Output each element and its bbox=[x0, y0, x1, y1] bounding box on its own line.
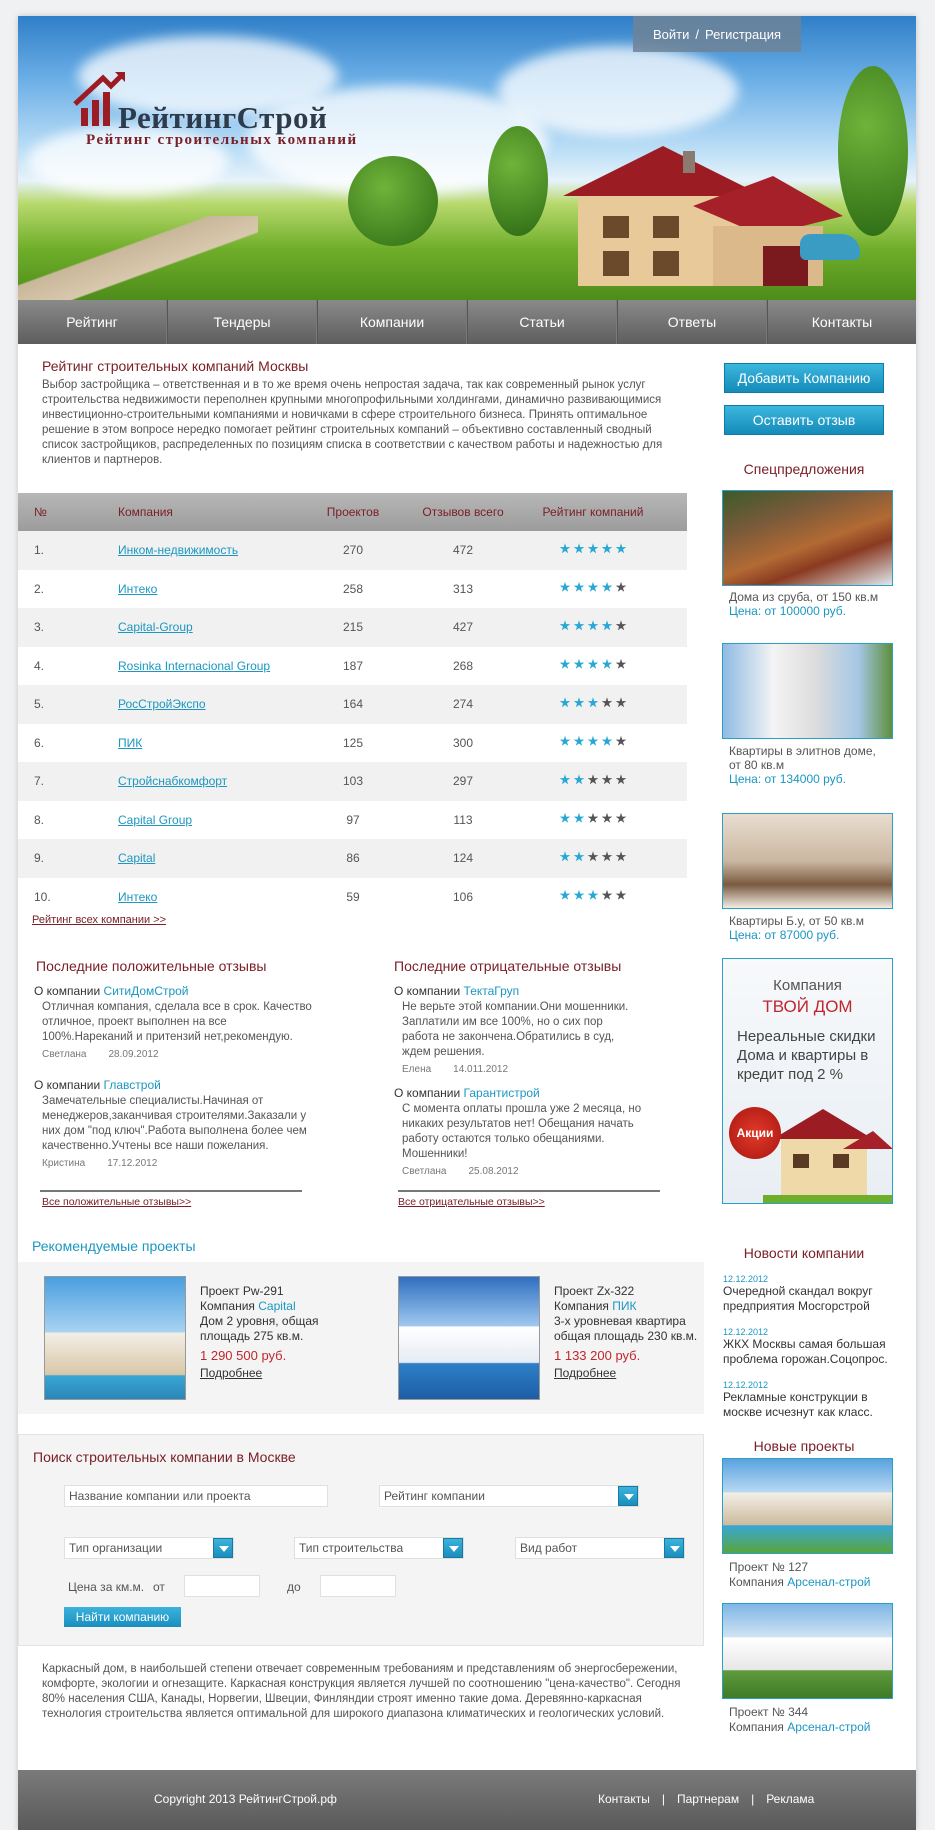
company-link[interactable]: Capital bbox=[118, 851, 156, 866]
table-row bbox=[18, 762, 687, 801]
special-caption bbox=[729, 744, 889, 786]
row-reviews: 274 bbox=[452, 697, 474, 712]
new-project-name: Проект № 127 bbox=[729, 1560, 809, 1574]
row-rating bbox=[528, 620, 658, 634]
footer-link-contacts[interactable]: Контакты bbox=[598, 1792, 650, 1806]
price-to-label: до bbox=[287, 1580, 301, 1594]
positive-review bbox=[34, 1078, 314, 1169]
rating-select[interactable] bbox=[379, 1485, 639, 1507]
row-number: 8. bbox=[34, 812, 45, 827]
row-reviews: 113 bbox=[453, 812, 473, 827]
row-projects: 125 bbox=[342, 735, 364, 750]
new-project-name: Проект № 344 bbox=[729, 1705, 809, 1719]
star-icon bbox=[588, 774, 599, 785]
col-company: Компания bbox=[118, 505, 173, 519]
rating-stars bbox=[560, 659, 627, 670]
review-text: С момента оплаты прошла уже 2 месяца, но никаких результатов нет! Обещания начать работу остаются только обещаниями. Мошенники! bbox=[402, 1103, 642, 1160]
row-company-cell bbox=[118, 774, 308, 788]
find-company-button[interactable]: Найти компанию bbox=[64, 1607, 181, 1627]
house-illustration bbox=[543, 136, 843, 296]
row-number: 9. bbox=[34, 851, 45, 866]
page bbox=[18, 16, 916, 1830]
project-company-link[interactable]: Capital bbox=[258, 1299, 296, 1313]
special-desc: Дома из сруба, от 150 кв.м bbox=[729, 590, 879, 604]
row-reviews: 313 bbox=[452, 581, 474, 596]
new-project-company[interactable]: Арсенал-строй bbox=[787, 1720, 871, 1734]
star-icon bbox=[616, 890, 627, 901]
star-icon bbox=[574, 620, 585, 631]
star-icon bbox=[588, 582, 599, 593]
row-number: 7. bbox=[34, 774, 45, 789]
news-date: 12.12.2012 bbox=[723, 1274, 769, 1284]
specials-title: Спецпредложения bbox=[743, 461, 865, 477]
star-icon bbox=[588, 813, 599, 824]
star-icon bbox=[574, 851, 585, 862]
promo-banner[interactable] bbox=[722, 958, 893, 1204]
star-icon bbox=[574, 543, 585, 554]
star-icon bbox=[588, 620, 599, 631]
table-row bbox=[18, 801, 687, 840]
star-icon bbox=[616, 736, 627, 747]
rating-stars bbox=[560, 620, 627, 631]
row-rating bbox=[528, 659, 658, 673]
star-icon bbox=[588, 659, 599, 670]
row-projects: 215 bbox=[342, 620, 364, 635]
rating-stars bbox=[560, 736, 627, 747]
review-author: Елена bbox=[402, 1064, 432, 1075]
row-company-cell bbox=[118, 813, 308, 827]
row-company-cell bbox=[118, 659, 308, 673]
star-icon bbox=[560, 813, 571, 824]
news-item[interactable] bbox=[723, 1380, 898, 1420]
new-project-prefix: Компания bbox=[729, 1575, 784, 1589]
project-image[interactable] bbox=[398, 1276, 540, 1400]
star-icon bbox=[602, 736, 613, 747]
logo-subtitle: Рейтинг строительных компаний bbox=[86, 132, 358, 148]
star-icon bbox=[602, 659, 613, 670]
review-company-link[interactable]: ТектаГруп bbox=[463, 984, 520, 998]
divider bbox=[40, 1190, 302, 1192]
star-icon bbox=[616, 543, 627, 554]
negative-review bbox=[394, 984, 674, 1075]
star-icon bbox=[602, 890, 613, 901]
project-desc: 3-х уровневая квартира общая площадь 230 кв.м. bbox=[554, 1314, 698, 1343]
rating-stars bbox=[560, 774, 627, 785]
company-link[interactable]: Rosinka Internacional Group bbox=[118, 658, 271, 673]
news-date: 12.12.2012 bbox=[723, 1327, 769, 1337]
row-reviews: 124 bbox=[452, 851, 474, 866]
special-image[interactable] bbox=[722, 643, 893, 739]
row-projects: 97 bbox=[346, 812, 360, 827]
company-link[interactable]: РосСтройЭкспо bbox=[118, 697, 206, 712]
row-reviews: 300 bbox=[452, 735, 474, 750]
star-icon bbox=[616, 659, 627, 670]
review-prefix: О компании bbox=[34, 1078, 101, 1092]
project-info bbox=[554, 1284, 704, 1381]
rating-select-value: Рейтинг компании bbox=[384, 1489, 485, 1503]
row-rating bbox=[528, 890, 658, 904]
row-reviews: 268 bbox=[452, 658, 474, 673]
col-number: № bbox=[34, 505, 47, 519]
company-link[interactable]: Стройснабкомфорт bbox=[118, 774, 228, 789]
company-link[interactable]: Инком-недвижимость bbox=[118, 543, 239, 558]
table-row bbox=[18, 608, 687, 647]
row-company-cell bbox=[118, 736, 308, 750]
chevron-down-icon[interactable] bbox=[213, 1538, 233, 1558]
col-rating: Рейтинг компаний bbox=[542, 505, 644, 519]
row-company-cell bbox=[118, 543, 308, 557]
star-icon bbox=[602, 620, 613, 631]
special-price: Цена: от 134000 руб. bbox=[729, 772, 847, 786]
row-projects: 164 bbox=[342, 697, 364, 712]
project-name: Проект Pw-291 bbox=[200, 1284, 284, 1298]
divider bbox=[398, 1190, 660, 1192]
news-title: Новости компании bbox=[743, 1245, 865, 1261]
news-text[interactable]: ЖКХ Москвы самая большая проблема горожан.Соцопрос. bbox=[723, 1337, 888, 1366]
star-icon bbox=[574, 582, 585, 593]
review-text: Замечательные специалисты.Начиная от менеджеров,заканчивая строителями.Заказали у них дом "под ключ".Работа выполнена более чем качественно.Учтены все наши пожелания. bbox=[42, 1095, 307, 1152]
row-number: 6. bbox=[34, 735, 45, 750]
new-project-image[interactable] bbox=[722, 1458, 893, 1554]
recommended-projects-title: Рекомендуемые проекты bbox=[32, 1238, 196, 1254]
special-desc: Квартиры в элитнов доме, от 80 кв.м bbox=[729, 744, 876, 772]
positive-reviews-title: Последние положительные отзывы bbox=[36, 958, 267, 974]
rating-stars bbox=[560, 813, 627, 824]
row-reviews: 472 bbox=[452, 543, 474, 558]
rating-stars bbox=[560, 582, 627, 593]
special-price: Цена: от 87000 руб. bbox=[729, 928, 840, 942]
review-author: Кристина bbox=[42, 1158, 86, 1169]
price-to-input[interactable] bbox=[320, 1575, 396, 1597]
new-project-company[interactable]: Арсенал-строй bbox=[787, 1575, 871, 1589]
price-from-input[interactable] bbox=[184, 1575, 260, 1597]
table-row bbox=[18, 531, 687, 570]
register-link[interactable]: Регистрация bbox=[705, 26, 781, 42]
leave-review-button[interactable]: Оставить отзыв bbox=[724, 405, 884, 435]
project-info bbox=[200, 1284, 340, 1381]
star-icon bbox=[616, 582, 627, 593]
project-company-link[interactable]: ПИК bbox=[612, 1299, 637, 1313]
star-icon bbox=[560, 543, 571, 554]
price-label: Цена за км.м. bbox=[68, 1580, 145, 1594]
promo-text: Нереальные скидки Дома и квартиры в кредит под 2 % bbox=[737, 1028, 876, 1083]
star-icon bbox=[602, 543, 613, 554]
special-price: Цена: от 100000 руб. bbox=[729, 604, 847, 618]
star-icon bbox=[616, 620, 627, 631]
news-item[interactable] bbox=[723, 1327, 898, 1367]
main-nav bbox=[18, 300, 916, 344]
all-positive-link[interactable]: Все положительные отзывы>> bbox=[42, 1196, 192, 1208]
star-icon bbox=[574, 890, 585, 901]
footer bbox=[18, 1770, 916, 1830]
nav-item-articles[interactable]: Статьи bbox=[467, 300, 617, 344]
new-project-image[interactable] bbox=[722, 1603, 893, 1699]
row-rating bbox=[528, 774, 658, 788]
project-more-link[interactable]: Подробнее bbox=[554, 1366, 617, 1380]
new-projects-title: Новые проекты bbox=[753, 1438, 855, 1454]
project-company-prefix: Компания bbox=[200, 1299, 255, 1313]
table-header bbox=[18, 493, 687, 531]
org-type-value: Тип организации bbox=[69, 1541, 163, 1555]
star-icon bbox=[574, 697, 585, 708]
star-icon bbox=[560, 582, 571, 593]
star-icon bbox=[602, 774, 613, 785]
star-icon bbox=[574, 659, 585, 670]
rating-stars bbox=[560, 543, 627, 554]
star-icon bbox=[560, 774, 571, 785]
star-icon bbox=[588, 736, 599, 747]
review-company-link[interactable]: СитиДомСтрой bbox=[103, 984, 189, 998]
search-title: Поиск строительных компании в Москве bbox=[33, 1449, 296, 1465]
rating-stars bbox=[560, 890, 627, 901]
intro-title: Рейтинг строительных компаний Москвы bbox=[42, 358, 309, 374]
star-icon bbox=[602, 697, 613, 708]
row-projects: 270 bbox=[342, 543, 364, 558]
nav-item-answers[interactable]: Ответы bbox=[617, 300, 767, 344]
project-name: Проект Zx-322 bbox=[554, 1284, 635, 1298]
special-caption bbox=[729, 590, 899, 618]
negative-reviews-title: Последние отрицательные отзывы bbox=[394, 958, 622, 974]
chevron-down-icon[interactable] bbox=[443, 1538, 463, 1558]
promo-badge: Акции bbox=[729, 1107, 781, 1159]
row-projects: 258 bbox=[342, 581, 364, 596]
star-icon bbox=[574, 774, 585, 785]
login-link[interactable]: Войти bbox=[652, 26, 690, 42]
footer-separator: | bbox=[661, 1792, 665, 1806]
footer-link-partners[interactable]: Партнерам bbox=[676, 1792, 740, 1806]
auth-box bbox=[633, 16, 801, 52]
table-row bbox=[18, 724, 687, 763]
row-number: 2. bbox=[34, 581, 45, 596]
star-icon bbox=[588, 851, 599, 862]
nav-item-rating[interactable]: Рейтинг bbox=[18, 300, 167, 344]
star-icon bbox=[616, 813, 627, 824]
company-link[interactable]: Интеко bbox=[118, 889, 158, 904]
star-icon bbox=[602, 582, 613, 593]
review-date: 25.08.2012 bbox=[468, 1166, 519, 1177]
logo-title[interactable]: РейтингСтрой bbox=[118, 100, 328, 135]
row-rating bbox=[528, 813, 658, 827]
project-image[interactable] bbox=[44, 1276, 186, 1400]
row-rating bbox=[528, 543, 658, 557]
project-more-link[interactable]: Подробнее bbox=[200, 1366, 263, 1380]
table-row bbox=[18, 570, 687, 609]
project-price: 1 133 200 руб. bbox=[554, 1348, 641, 1363]
org-type-select[interactable] bbox=[64, 1537, 234, 1559]
search-panel bbox=[18, 1434, 704, 1646]
star-icon bbox=[616, 774, 627, 785]
all-negative-link[interactable]: Все отрицательные отзывы>> bbox=[398, 1196, 545, 1208]
review-text: Не верьте этой компании.Они мошенники. Заплатили им все 100%, но о сих пор работа не закончена.Обратились в суд, ждем решения. bbox=[402, 1001, 629, 1058]
review-prefix: О компании bbox=[394, 984, 461, 998]
news-text[interactable]: Рекламные конструкции в москве исчезнут как класс. bbox=[723, 1390, 873, 1419]
price-from-label: от bbox=[153, 1580, 165, 1594]
news-item[interactable] bbox=[723, 1274, 898, 1314]
chevron-down-icon[interactable] bbox=[618, 1486, 638, 1506]
row-number: 5. bbox=[34, 697, 45, 712]
review-prefix: О компании bbox=[34, 984, 101, 998]
review-date: 14.011.2012 bbox=[453, 1064, 509, 1075]
footer-separator: | bbox=[751, 1792, 755, 1806]
row-number: 10. bbox=[34, 889, 51, 904]
add-company-button[interactable]: Добавить Компанию bbox=[724, 363, 884, 393]
star-icon bbox=[574, 813, 585, 824]
footer-links bbox=[598, 1792, 814, 1806]
col-projects: Проектов bbox=[326, 505, 380, 519]
row-projects: 103 bbox=[342, 774, 364, 789]
new-project-caption bbox=[729, 1705, 870, 1735]
special-caption bbox=[729, 914, 899, 942]
company-link[interactable]: Capital-Group bbox=[118, 620, 193, 635]
rating-stars bbox=[560, 697, 627, 708]
row-company-cell bbox=[118, 620, 308, 634]
star-icon bbox=[616, 697, 627, 708]
work-type-value: Вид работ bbox=[520, 1541, 578, 1555]
row-number: 3. bbox=[34, 620, 45, 635]
all-rating-link[interactable]: Рейтинг всех компании >> bbox=[32, 914, 167, 926]
star-icon bbox=[560, 697, 571, 708]
review-company-link[interactable]: Гарантистрой bbox=[463, 1086, 540, 1100]
row-rating bbox=[528, 851, 658, 865]
star-icon bbox=[560, 736, 571, 747]
row-reviews: 106 bbox=[452, 889, 474, 904]
row-company-cell bbox=[118, 582, 308, 596]
row-rating bbox=[528, 582, 658, 596]
promo-house-illustration bbox=[763, 1099, 893, 1203]
rating-table bbox=[18, 493, 687, 916]
star-icon bbox=[602, 851, 613, 862]
star-icon bbox=[588, 543, 599, 554]
review-author: Светлана bbox=[402, 1166, 447, 1177]
row-projects: 187 bbox=[342, 658, 364, 673]
footer-link-ads[interactable]: Реклама bbox=[766, 1792, 815, 1806]
star-icon bbox=[588, 697, 599, 708]
copyright: Copyright 2013 РейтингСтрой.рф bbox=[154, 1792, 337, 1806]
company-link[interactable]: Capital Group bbox=[118, 812, 193, 827]
project-company-prefix: Компания bbox=[554, 1299, 609, 1313]
nav-item-companies[interactable]: Компании bbox=[317, 300, 467, 344]
row-company-cell bbox=[118, 851, 308, 865]
company-name-input[interactable]: Название компании или проекта bbox=[64, 1485, 328, 1507]
review-date: 28.09.2012 bbox=[108, 1049, 159, 1060]
row-company-cell bbox=[118, 890, 308, 904]
star-icon bbox=[588, 890, 599, 901]
news-date: 12.12.2012 bbox=[723, 1380, 769, 1390]
table-row bbox=[18, 839, 687, 878]
project-price: 1 290 500 руб. bbox=[200, 1348, 287, 1363]
review-prefix: О компании bbox=[394, 1086, 461, 1100]
company-link[interactable]: Интеко bbox=[118, 581, 158, 596]
row-rating bbox=[528, 697, 658, 711]
review-text: Отличная компания, сделала все в срок. Качество отличное, проект выполнен на все 100%.Нареканий и притензий нет,рекомендую. bbox=[42, 1001, 312, 1043]
news-text[interactable]: Очередной скандал вокруг предприятия Мосгорстрой bbox=[723, 1284, 873, 1313]
rating-stars bbox=[560, 851, 627, 862]
work-type-select[interactable] bbox=[515, 1537, 685, 1559]
promo-line1: Компания bbox=[773, 977, 842, 994]
review-company-link[interactable]: Главстрой bbox=[103, 1078, 161, 1092]
project-desc: Дом 2 уровня, общая площадь 275 кв.м. bbox=[200, 1314, 319, 1343]
row-number: 1. bbox=[34, 543, 45, 558]
build-type-value: Тип строительства bbox=[299, 1541, 404, 1555]
star-icon bbox=[602, 813, 613, 824]
row-reviews: 297 bbox=[452, 774, 474, 789]
star-icon bbox=[560, 620, 571, 631]
new-project-caption bbox=[729, 1560, 870, 1590]
row-projects: 59 bbox=[346, 889, 360, 904]
positive-review bbox=[34, 984, 314, 1060]
star-icon bbox=[560, 851, 571, 862]
chevron-down-icon[interactable] bbox=[664, 1538, 684, 1558]
car-illustration bbox=[800, 234, 860, 260]
promo-brand: ТВОЙ ДОМ bbox=[762, 997, 853, 1016]
row-number: 4. bbox=[34, 658, 45, 673]
review-author: Светлана bbox=[42, 1049, 87, 1060]
nav-item-tenders[interactable]: Тендеры bbox=[167, 300, 317, 344]
row-projects: 86 bbox=[346, 851, 360, 866]
header-banner bbox=[18, 16, 916, 300]
new-project-prefix: Компания bbox=[729, 1720, 784, 1734]
nav-item-contacts[interactable]: Контакты bbox=[767, 300, 916, 344]
table-row bbox=[18, 647, 687, 686]
negative-review bbox=[394, 1086, 674, 1177]
special-image[interactable] bbox=[722, 813, 893, 909]
company-link[interactable]: ПИК bbox=[118, 735, 143, 750]
bottom-text: Каркасный дом, в наибольшей степени отвечает современным требованиям и представлениям об энергосбережении, комфорте, экологии и огнезащите. Каркасная конструкция является лучшей по соотношению "цена-качество". Сегодня 80% населения США, Канады, Норвегии, Швеции, Финляндии строят именно такие дома. Деревянно-каркасная технология строительства является оптимальной для широкого диапазона климатических и геологических условий. bbox=[42, 1663, 681, 1720]
review-date: 17.12.2012 bbox=[107, 1158, 158, 1169]
special-image[interactable] bbox=[722, 490, 893, 586]
auth-separator: / bbox=[695, 26, 699, 42]
build-type-select[interactable] bbox=[294, 1537, 464, 1559]
star-icon bbox=[616, 851, 627, 862]
star-icon bbox=[560, 890, 571, 901]
row-company-cell bbox=[118, 697, 308, 711]
special-desc: Квартиры Б.у, от 50 кв.м bbox=[729, 914, 864, 928]
intro-text: Выбор застройщика – ответственная и в то же время очень непростая задача, так как современный рынок услуг строительства недвижимости переполнен крупными многопрофильными холдингами, динамично развивающимися инвестиционно-строительными компаниями и новичками в сфере строительного бизнеса. Принять оптимальное решение в этом вопросе нередко помогает рейтинг строительных компаний – объективно составленный сводный список застройщиков, распределенных по позициям списка в соответствии с качеством работы и надежностью для клиентов и партнеров. bbox=[42, 379, 663, 466]
table-row bbox=[18, 878, 687, 917]
row-reviews: 427 bbox=[452, 620, 474, 635]
star-icon bbox=[560, 659, 571, 670]
table-row bbox=[18, 685, 687, 724]
col-reviews: Отзывов всего bbox=[422, 505, 504, 519]
row-rating bbox=[528, 736, 658, 750]
star-icon bbox=[574, 736, 585, 747]
